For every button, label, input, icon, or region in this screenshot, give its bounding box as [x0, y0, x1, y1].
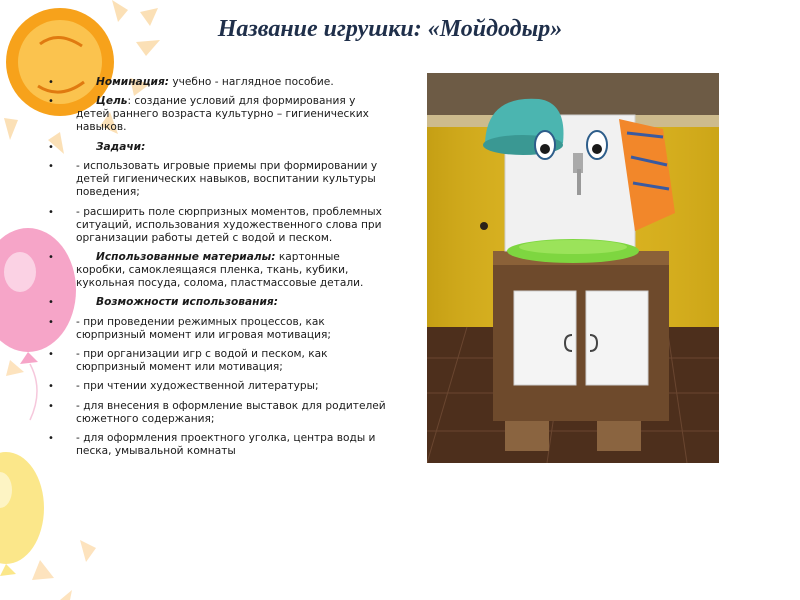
- list-item-materials: [48, 251, 386, 290]
- list-item-nomination: [48, 76, 386, 89]
- list-item-text: учебно - наглядное пособие.: [169, 76, 334, 88]
- list-item-heading: Возможности использования:: [96, 296, 278, 309]
- list-item-text: - при организации игр с водой и песком, как сюрпризный момент или мотивация;: [76, 348, 328, 374]
- list-item-text: - использовать игровые приемы при формировании у детей гигиенических навыков, воспитании культуры поведения;: [76, 160, 378, 199]
- list-item-goal: [48, 95, 386, 134]
- list-item-text: : создание условий для формирования у детей раннего возраста культурно – гигиенических навыков.: [76, 95, 369, 134]
- list-item-tasks: [48, 141, 386, 154]
- list-item-text: - для внесения в оформление выставок для родителей сюжетного содержания;: [76, 399, 386, 425]
- list-item-task-1: [48, 160, 386, 199]
- list-item-usage: [48, 296, 386, 309]
- list-item-heading: Цель: [96, 95, 128, 108]
- slide-title: Название игрушки: «Мойдодыр»: [217, 16, 563, 42]
- list-item-text: - расширить поле сюрпризных моментов, проблемных ситуаций, использования художественного слова при организации работы детей с водой и песком.: [76, 205, 382, 244]
- list-item-heading: Номинация:: [96, 76, 170, 88]
- list-item-usage-2: [48, 348, 386, 374]
- list-item-text: картонные коробки, самоклеящаяся пленка, ткань, кубики, кукольная посуда, солома, пластмассовые детали.: [76, 250, 364, 290]
- list-item-heading: Задачи:: [96, 140, 146, 153]
- list-item-usage-5: [48, 432, 386, 458]
- list-item-text: - для оформления проектного уголка, центра воды и песка, умывальной комнаты: [76, 432, 376, 458]
- yellow-balloon: [0, 452, 44, 576]
- list-item-task-2: [48, 206, 386, 245]
- list-item-text: - при чтении художественной литературы;: [76, 380, 319, 393]
- list-item-usage-4: [48, 400, 386, 426]
- description-list: [48, 76, 386, 465]
- list-item-usage-3: [48, 380, 386, 393]
- list-item-text: - при проведении режимных процессов, как сюрпризный момент или игровая мотивация;: [76, 315, 331, 341]
- list-item-heading: Использованные материалы:: [96, 250, 276, 263]
- list-item-usage-1: [48, 316, 386, 342]
- toy-photo: [427, 73, 719, 463]
